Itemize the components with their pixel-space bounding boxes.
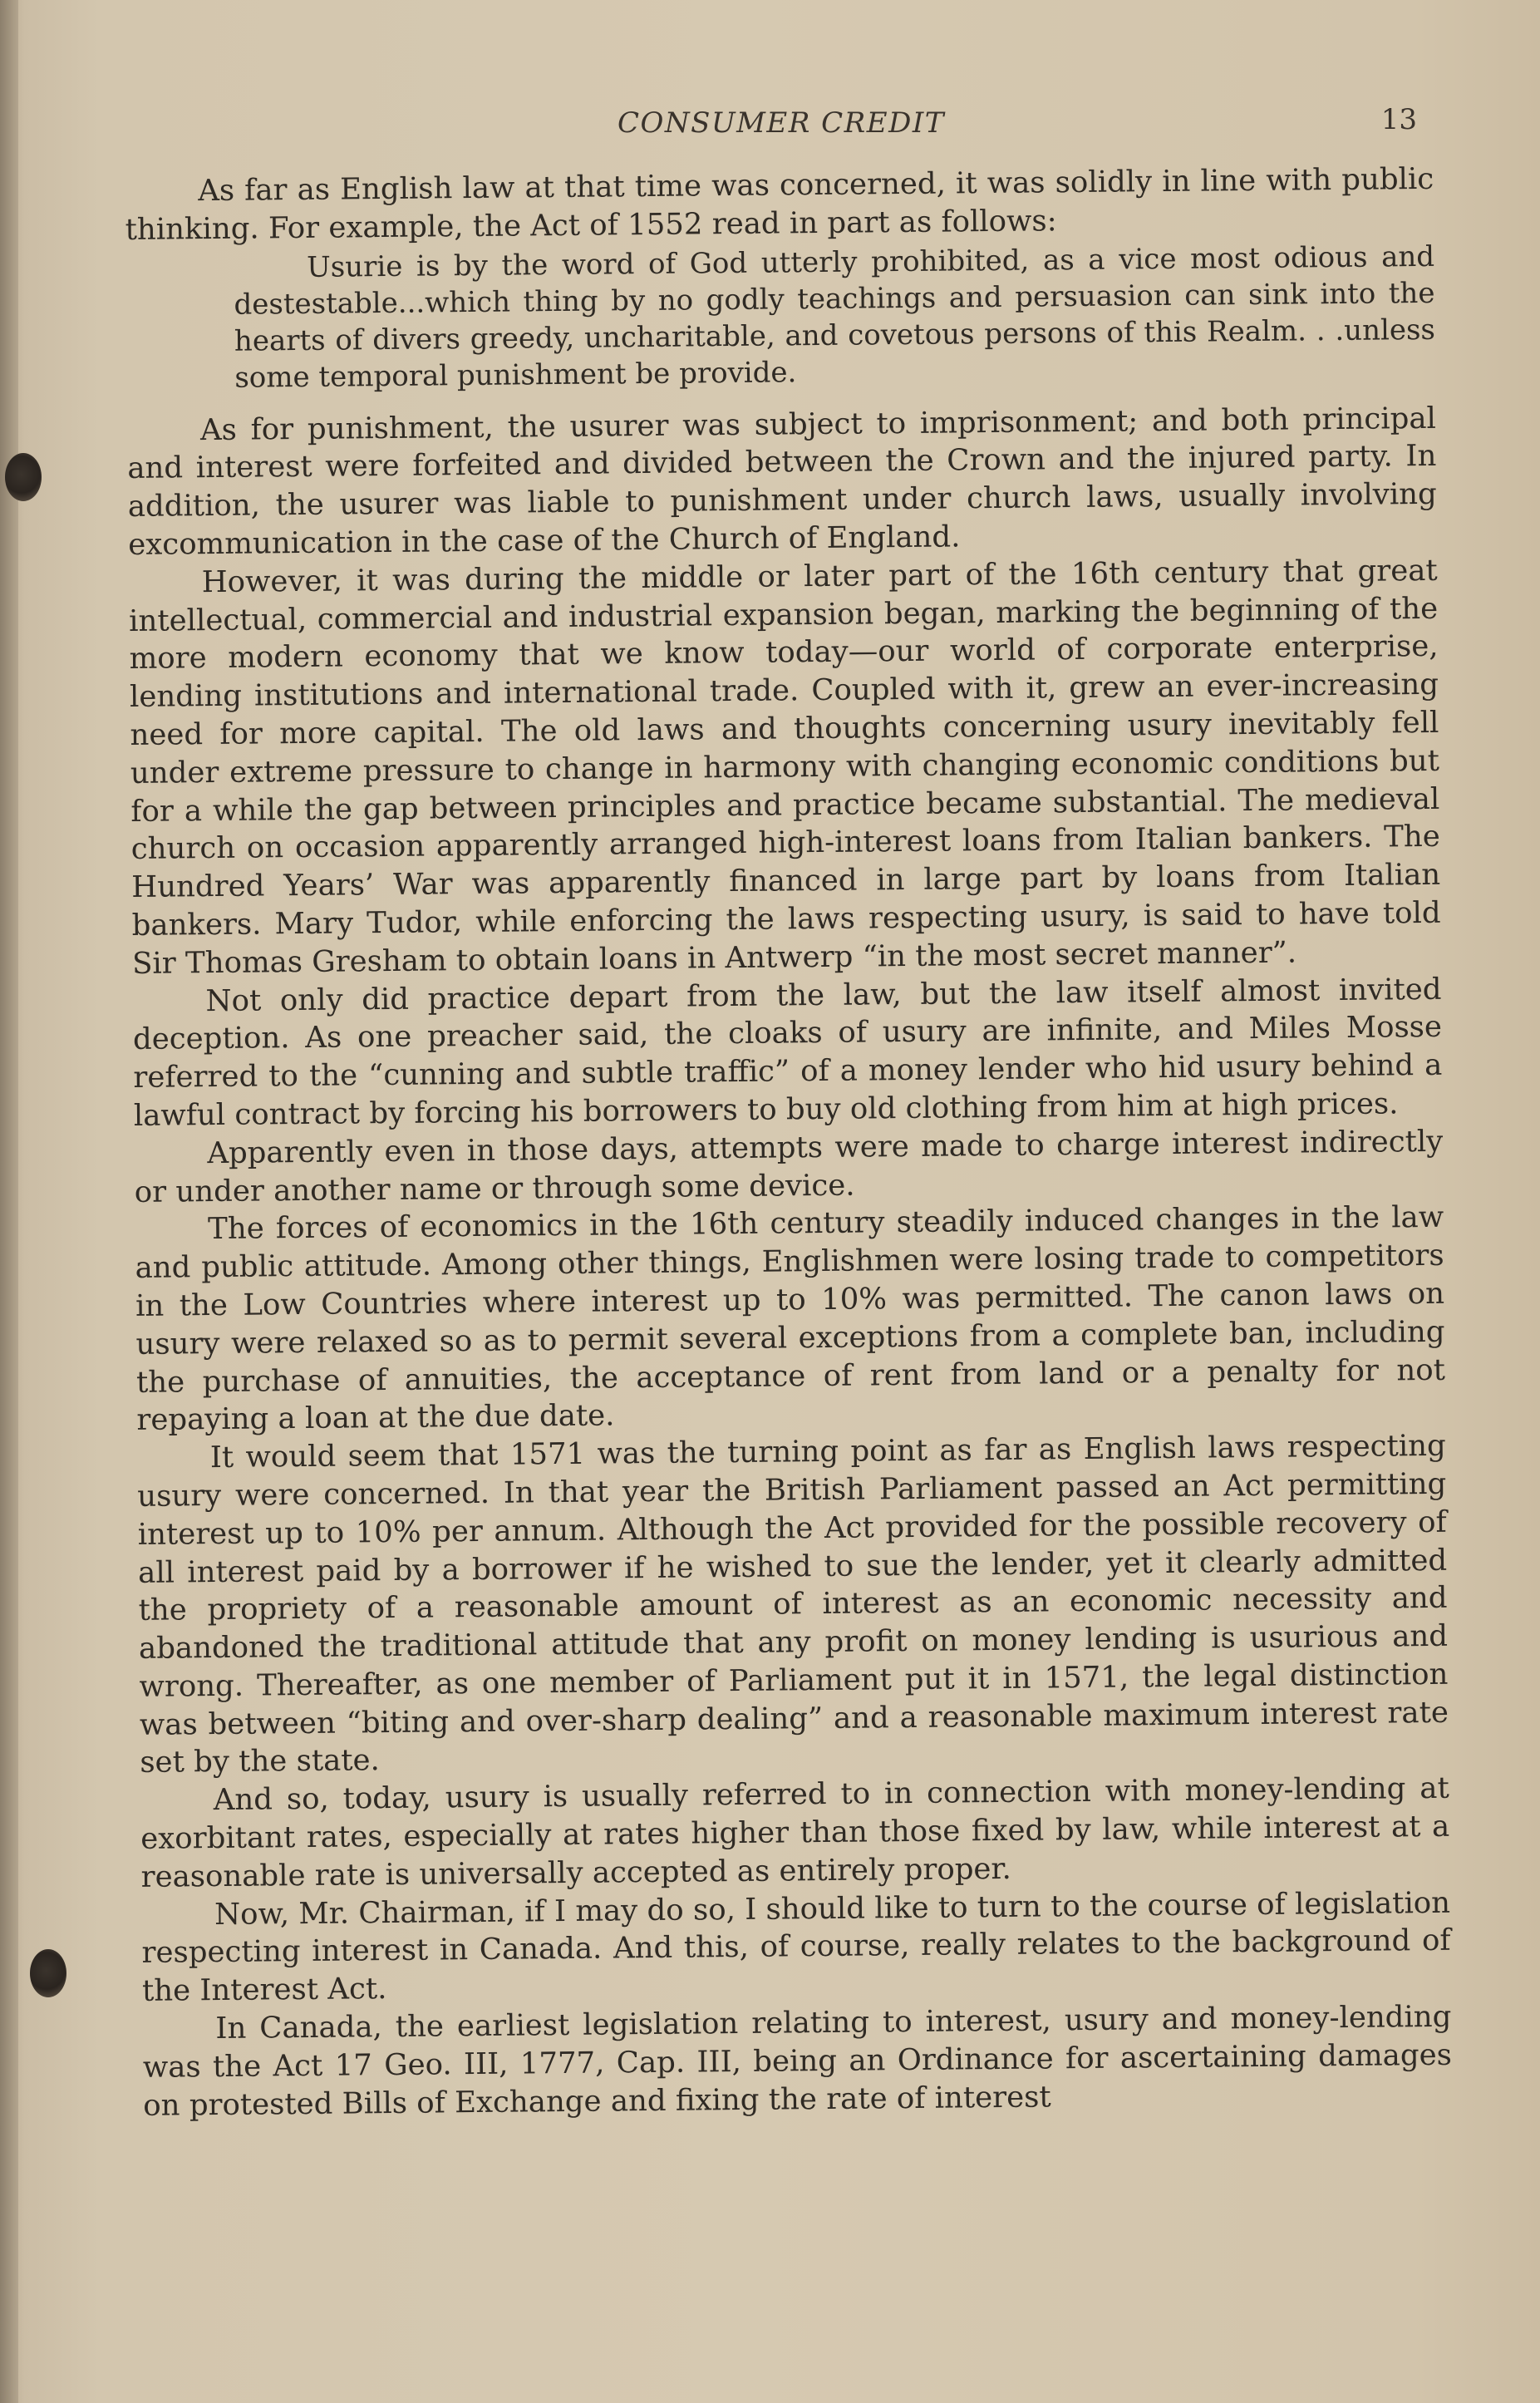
running-title: CONSUMER CREDIT	[617, 106, 945, 140]
binding-hole	[5, 453, 42, 501]
block-quote: Usurie is by the word of God utterly prohibited, as a vice most odious and destestable...which thing by no godly teachings and persuasion can sink into the hearts of divers greedy, uncharitable, and covetous persons of this Realm. . .unless some temporal punishment be provide.	[234, 239, 1436, 395]
paragraph: Apparently even in those days, attempts were made to charge interest indirectly or under another name or through some device.	[134, 1124, 1444, 1209]
binding-hole	[30, 1949, 66, 1997]
page-number: 13	[1380, 103, 1417, 136]
paragraph: Not only did practice depart from the law, but the law itself almost invited deception. As one preacher said, the cloaks of usury are infinite, and Miles Mosse referred to the “cunning and subtle traffic” of a money lender who hid usury behind a lawful contract by forcing his borrowers to buy old clothing from him at high prices.	[132, 972, 1443, 1133]
paragraph: It would seem that 1571 was the turning point as far as English laws respecting usury were concerned. In that year the British Parliament passed an Act permitting interest up to 10% per annum. Although the Act provided for the possible recovery of all interest paid by a borrower if he wished to sue the lender, yet it clearly admitted the propriety of a reasonable amount of interest as an economic necessity and abandoned the traditional attitude that any profit on money lending is usurious and wrong. Thereafter, as one member of Parliament put it in 1571, the legal distinction was between “biting and over-sharp dealing” and a reasonable maximum interest rate set by the state.	[137, 1428, 1449, 1780]
page-header	[125, 103, 1438, 156]
paragraph: And so, today, usury is usually referred to in connection with money-lending at exorbitant rates, especially at rates higher than those fixed by law, while interest at a reasonable rate is universally accepted as entirely proper.	[140, 1771, 1450, 1894]
paragraph: Now, Mr. Chairman, if I may do so, I should like to turn to the course of legislation respecting interest in Canada. And this, of course, really relates to the background of the Interest Act.	[141, 1885, 1451, 2009]
paragraph: The forces of economics in the 16th century steadily induced changes in the law and public attitude. Among other things, Englishmen were losing trade to competitors in the Low Countries where interest up to 10% was permitted. The canon laws on usury were relaxed so as to permit several exceptions from a complete ban, including the purchase of annuities, the acceptance of rent from land or a penalty for not repaying a loan at the due date.	[135, 1200, 1446, 1438]
body-text	[125, 160, 1452, 2125]
paragraph: In Canada, the earliest legislation relating to interest, usury and money-lending was the Act 17 Geo. III, 1777, Cap. III, being an Ordinance for ascertaining damages on protested Bills of Exchange and fixing the rate of interest	[142, 1999, 1453, 2123]
paragraph: As for punishment, the usurer was subject to imprisonment; and both principal and interest were forfeited and divided between the Crown and the injured party. In addition, the usurer was liable to punishment under church laws, usually involving excommunication in the case of the Church of England.	[127, 401, 1437, 562]
page-edge	[0, 0, 18, 2403]
paragraph: However, it was during the middle or later part of the 16th century that great intellectual, commercial and industrial expansion began, marking the beginning of the more modern economy that we know today—our world of corporate enterprise, lending institutions and international trade. Coupled with it, grew an ever-increasing need for more capital. The old laws and thoughts concerning usury inevitably fell under extreme pressure to change in harmony with changing economic conditions but for a while the gap between principles and practice became substantial. The medieval church on occasion apparently arranged high-interest loans from Italian bankers. The Hundred Years’ War was apparently financed in large part by loans from Italian bankers. Mary Tudor, while enforcing the laws respecting usury, is said to have told Sir Thomas Gresham to obtain loans in Antwerp “in the most secret manner”.	[128, 553, 1441, 981]
paragraph: As far as English law at that time was concerned, it was solidly in line with public thinking. For example, the Act of 1552 read in part as follows:	[125, 161, 1434, 247]
